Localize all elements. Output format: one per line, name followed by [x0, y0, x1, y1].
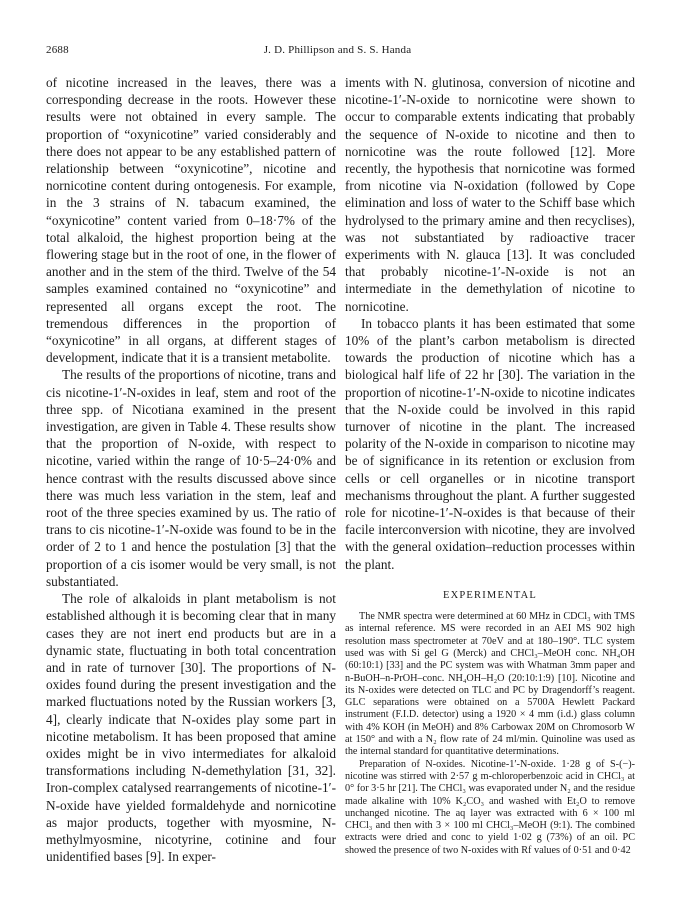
paragraph: iments with N. glutinosa, conversion of nicotine and nicotine-1′-N-oxide to nornicotine were shown to occur to comparable extents indicating that probably the sequence of N-oxide to nicotine and then to nornicotine was the route followed [12]. More recently, the hypothesis that nornicotine was formed from nicotine via N-oxidation (followed by Cope elimination and loss of water to the Schiff base which hydrolysed to the primary amine and then recyclises), was not substantiated by radioactive tracer experiments with N. glauca [13]. It was concluded that probably nicotine-1′-N-oxide is not an intermediate in the demethylation of nicotine to nornicotine.	[345, 75, 635, 314]
page-number: 2688	[46, 44, 69, 56]
page-header	[46, 44, 629, 60]
running-title: J. D. Phillipson and S. S. Handa	[263, 44, 412, 56]
paragraph: In tobacco plants it has been estimated that some 10% of the plant’s carbon metabolism is directed towards the production of nicotine which has a biological half life of 22 hr [30]. The variation in the proportion of nicotine-1′-N-oxide to nicotine indicates that the N-oxide could be involved in this rapid turnover of nicotine in the plant. The increased polarity of the N-oxide in comparison to nicotine may be of significance in its retention or exclusion from cells or cell organelles or in nicotine transport mechanisms throughout the plant. A further suggested role for nicotine-1′-N-oxides is that because of their facile interconversion with nicotine, they are involved with the general oxidation–reduction processes within the plant.	[345, 315, 635, 572]
section-heading: EXPERIMENTAL	[442, 589, 538, 601]
paragraph: The NMR spectra were determined at 60 MHz in CDCl₃ with TMS as internal reference. MS were recorded in an AEI MS 902 high resolution mass spectrometer at 70eV and at 180–190°. TLC system used was with Si gel G (Merck) and CHCl₃–MeOH conc. NH₄OH (60:10:1) [33] and the PC system was with Whatman 3mm paper and n-BuOH–n-PrOH–conc. NH₄OH–H₂O (20:10:1:9) [10]. Nicotine and its N-oxides were detected on TLC and PC by Dragendorff’s reagent. GLC separations were obtained on a 5700A Hewlett Packard instrument (F.I.D. detector) using a 1920 × 4 mm (i.d.) glass column with 4% KOH (in MeOH) and 8% Carbowax 20M on Chromosorb W at 150° and with a N₂ flow rate of 24 ml/min. Quinoline was used as the internal standard for quantitative determinations.	[345, 611, 635, 758]
paragraph: of nicotine increased in the leaves, there was a corresponding decrease in the roots. However these results were not obtained in every sample. The proportion of “oxynicotine” varied considerably and there does not appear to be any established pattern of relationship between “oxynicotine”, nicotine and nornicotine content during ontogenesis. For example, in the 3 strains of N. tabacum examined, the “oxynicotine” content varied from 0–18·7% of the total alkaloid, the highest proportion being at the flowering stage but in the root of one, in the flower of another and in the stem of the third. Twelve of the 54 samples examined contained no “oxynicotine” and represented all organs except the root. The tremendous differences in the proportion of “oxynicotine” in all organs, at different stages of development, indicate that it is a transient metabolite.	[46, 75, 336, 366]
paragraph: The results of the proportions of nicotine, trans and cis nicotine-1′-N-oxides in leaf, stem and root of the three spp. of Nicotiana examined in the present investigation, are given in Table 4. These results show that the proportion of N-oxide, with respect to nicotine, varied within the range of 10·5–24·0% and hence contrast with the results discussed above since there was much less variation in the stem, leaf and root of the three species examined by us. The ratio of trans to cis nicotine-1′-N-oxide was found to be in the order of 2 to 1 and hence the postulation [3] that the proportion of a cis isomer would be very small, is not substantiated.	[46, 367, 336, 589]
left-column	[46, 74, 336, 865]
paragraph: The role of alkaloids in plant metabolism is not established although it is becoming clear that in many cases they are not inert end products but are in a dynamic state, fluctuating in both total concentration and in rate of turnover [30]. The proportions of N-oxides found during the present investigation and the marked fluctuations noted by the Russian workers [3, 4], clearly indicate that N-oxides play some part in nicotine metabolism. It has been proposed that amine oxides might be in vivo intermediates for alkaloid transformations including N-demethylation [31, 32]. Iron-complex catalysed rearrangements of nicotine-1′-N-oxide have yielded formaldehyde and nornicotine as major products, together with myosmine, N-methylmyosmine, nicotyrine, cotinine and four unidentified bases [9]. In exper-	[46, 591, 336, 865]
right-column	[345, 74, 635, 857]
experimental-section	[345, 611, 635, 857]
paragraph: Preparation of N-oxides. Nicotine-1′-N-oxide. 1·28 g of S-(−)-nicotine was stirred with 2·57 g m-chloroperbenzoic acid in CHCl₃ at 0° for 3·5 hr [21]. The CHCl₃ was evaporated under N₂ and the residue made alkaline with 10% K₂CO₃ and washed with Et₂O to remove unchanged nicotine. The aq layer was extracted with 6 × 100 ml CHCl₃ and then with 3 × 100 ml CHCl₃–MeOH (9:1). The combined extracts were dried and conc to yield 1·02 g (73%) of an oil. PC showed the presence of two N-oxides with Rf values of 0·51 and 0·42	[345, 758, 635, 856]
